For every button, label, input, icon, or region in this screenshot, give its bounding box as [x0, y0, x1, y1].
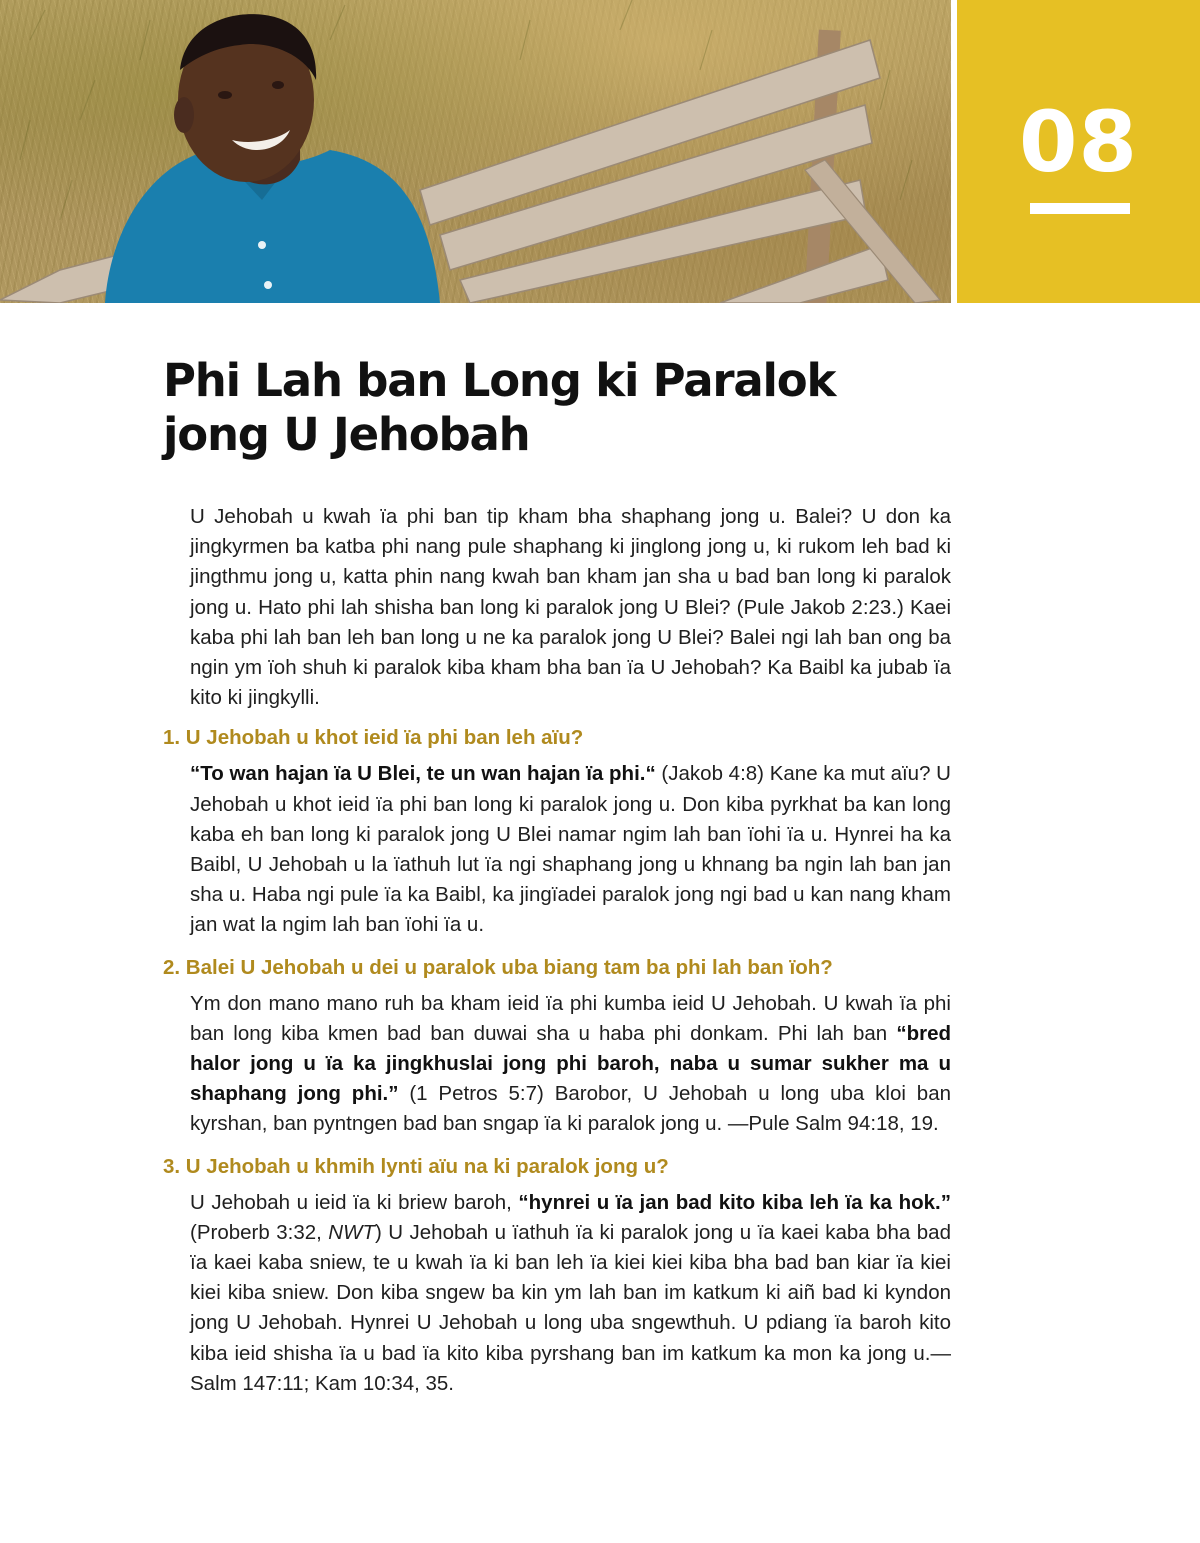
- hero-photo: [0, 0, 951, 303]
- scripture-reference: (Proberb 3:32,: [190, 1220, 329, 1244]
- question-section-1: [163, 723, 951, 940]
- question-heading: 2. Balei U Jehobah u dei u paralok uba biang tam ba phi lah ban ïoh?: [163, 955, 833, 979]
- scripture-quote: “hynrei u ïa jan bad kito kiba leh ïa ka hok.”: [518, 1190, 951, 1214]
- question-heading: 3. U Jehobah u khmih lynti aïu na ki paralok jong u?: [163, 1154, 669, 1178]
- question-heading: 1. U Jehobah u khot ieid ïa phi ban leh aïu?: [163, 726, 584, 750]
- page-title-line-2: jong U Jehobah: [163, 408, 530, 461]
- section-paragraph: [190, 1188, 951, 1399]
- paragraph-text: Ym don mano mano ruh ba kham ieid ïa phi kumba ieid U Jehobah. U kwah ïa phi ban long kiba kmen bad ban duwai sha u haba phi donkam. Phi lah ban: [190, 991, 951, 1045]
- chapter-number: 08: [1019, 93, 1138, 191]
- paragraph-text: ) U Jehobah u ïathuh ïa ki paralok jong u ïa kaei kaba bha bad ïa kaei kaba sniew, te u kwah ïa ki ban leh ïa kiei kiei kiba bha bad ban kiar ïa kiei kiei kiba sniew. Don kiba sngew ba kin ym lah ban im katkum ki aiñ bad ki kyndon jong U Jehobah. Hynrei U Jehobah u long uba sngewthuh. U pdiang ïa baroh kito kiba ieid shisha ïa u bad ïa kito kiba pyrshang ban im katkum ka mon ka jong u.—Salm 147:11; Kam 10:34, 35.: [190, 1220, 951, 1395]
- scripture-quote: “bred halor jong u ïa ka jingkhuslai jong phi baroh, naba u sumar sukher ma u shaphang jong phi.”: [190, 1021, 951, 1106]
- lesson-content: [163, 502, 951, 1399]
- chapter-underline: [1030, 203, 1130, 214]
- section-paragraph: [190, 989, 951, 1140]
- paragraph-text: (1 Petros 5:7) Barobor, U Jehobah u long uba kloi ban kyrshan, ban pyntngen bad ban sngap ïa ki paralok jong u. —Pule Salm 94:18, 19.: [190, 1082, 952, 1136]
- scripture-quote: “To wan hajan ïa U Blei, te un wan hajan ïa phi.“: [190, 762, 656, 786]
- question-section-2: [163, 953, 951, 1140]
- intro-paragraph: U Jehobah u kwah ïa phi ban tip kham bha shaphang jong u. Balei? U don ka jingkyrmen ba katba phi nang pule shaphang ki jinglong jong u, ki rukom leh bad ki jingthmu jong u, katta phin nang kwah ban kham jan sha u bad ban long ki paralok jong u. Hato phi lah shisha ban long ki paralok jong U Blei? (Pule Jakob 2:23.) Kaei kaba phi lah ban leh ban long u ne ka paralok jong U Blei? Balei ngi lah ban ong ba ngin ym ïoh shuh ki paralok kiba kham bha ban ïa U Jehobah? Ka Baibl ka jubab ïa kito ki jingkylli.: [190, 505, 951, 710]
- page-title-line-1: Phi Lah ban Long ki Paralok: [163, 354, 836, 407]
- paragraph-text: (Jakob 4:8) Kane ka mut aïu? U Jehobah u khot ieid ïa phi ban long ki paralok jong u. Don kiba pyrkhat ba kan long kaba eh ban long ki paralok jong U Blei namar ngim lah ban ïohi ïa u. Hynrei ha ka Baibl, U Jehobah u la ïathuh lut ïa ngi shaphang jong u khnang ba ngin lah ban jan sha u. Haba ngi pule ïa ka Baibl, ka jingïadei paralok jong ngi bad u kan nang kham jan wat la ngim lah ban ïohi ïa u.: [190, 762, 951, 937]
- section-paragraph: [190, 759, 951, 940]
- question-section-3: [163, 1152, 951, 1399]
- paragraph-text: U Jehobah u ieid ïa ki briew baroh,: [190, 1190, 519, 1214]
- bible-version-abbrev: NWT: [328, 1220, 375, 1244]
- page-title: [163, 354, 943, 462]
- hero-illustration: [0, 0, 951, 303]
- chapter-badge: [957, 0, 1200, 303]
